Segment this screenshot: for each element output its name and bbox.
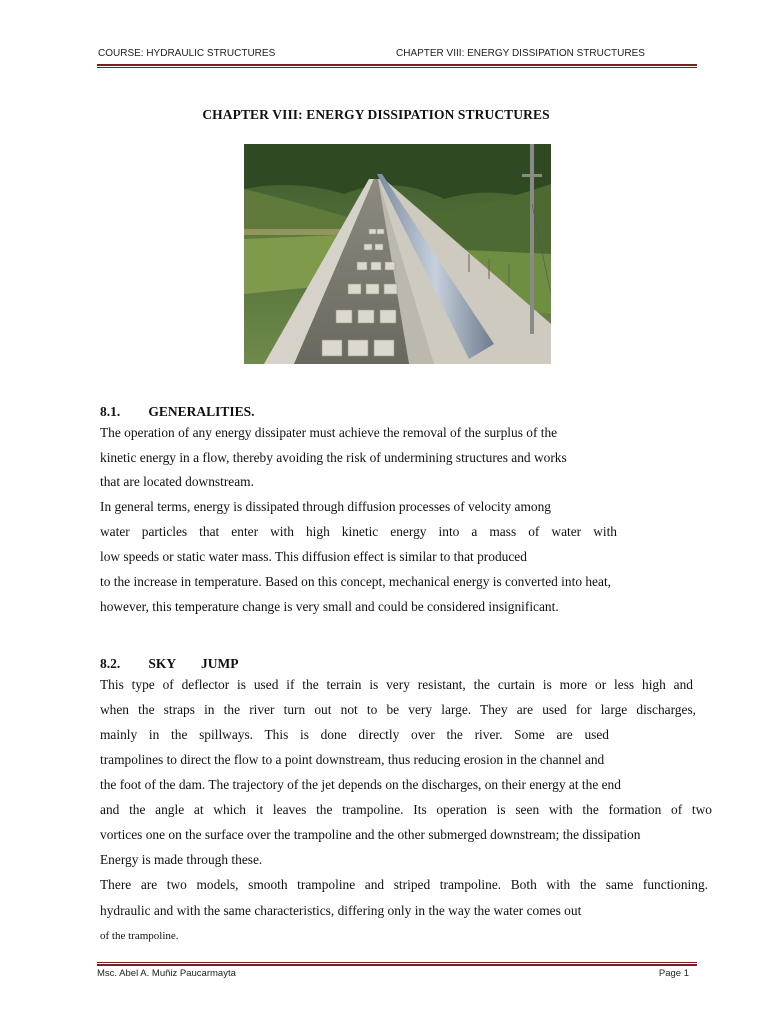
section-number: 8.1. xyxy=(100,404,121,419)
text-line: and the angle at which it leaves the trampoline. Its operation is seen with the formation of two xyxy=(100,802,712,817)
page-number: Page 1 xyxy=(658,968,689,979)
text-line: when the straps in the river turn out not to be very large. They are used for large discharges, xyxy=(100,702,696,717)
text-line: however, this temperature change is very small and could be considered insignificant. xyxy=(100,599,559,614)
header-rule xyxy=(97,64,697,68)
text-line: vortices one on the surface over the trampoline and the other submerged downstream; the dissipation xyxy=(100,827,641,842)
text-line: low speeds or static water mass. This diffusion effect is similar to that produced xyxy=(100,549,527,564)
section-title-word2: JUMP xyxy=(201,656,239,671)
stepped-channel-photo xyxy=(244,144,551,364)
text-line: mainly in the spillways. This is done directly over the river. Some are used xyxy=(100,727,609,742)
text-line: In general terms, energy is dissipated through diffusion processes of velocity among xyxy=(100,499,551,514)
section-title: GENERALITIES. xyxy=(148,404,255,419)
text-line: There are two models, smooth trampoline and striped trampoline. Both with the same functioning. xyxy=(100,877,708,892)
section-title-word1: SKY xyxy=(148,656,176,671)
text-line: trampolines to direct the flow to a point downstream, thus reducing erosion in the channel and xyxy=(100,752,605,767)
section-number: 8.2. xyxy=(100,656,121,671)
text-line: that are located downstream. xyxy=(100,474,254,489)
header-chapter: CHAPTER VIII: ENERGY DISSIPATION STRUCTURES xyxy=(396,48,645,59)
text-line: water particles that enter with high kinetic energy into a mass of water with xyxy=(100,524,617,539)
text-line: kinetic energy in a flow, thereby avoiding the risk of undermining structures and works xyxy=(100,450,567,465)
section-heading-8-1 xyxy=(100,404,255,420)
text-line: the foot of the dam. The trajectory of the jet depends on the discharges, on their energy at the end xyxy=(100,777,621,792)
text-line: This type of deflector is used if the terrain is very resistant, the curtain is more or less high and xyxy=(100,677,693,692)
footer-author: Msc. Abel A. Muñiz Paucarmayta xyxy=(97,968,236,979)
header-course: COURSE: HYDRAULIC STRUCTURES xyxy=(98,48,276,59)
text-line: Energy is made through these. xyxy=(100,852,263,867)
text-line: The operation of any energy dissipater must achieve the removal of the surplus of the xyxy=(100,425,558,440)
text-line: of the trampoline. xyxy=(100,930,179,942)
page-header xyxy=(97,48,697,62)
chapter-title: CHAPTER VIII: ENERGY DISSIPATION STRUCTURES xyxy=(202,107,550,122)
section-heading-8-2 xyxy=(100,656,239,672)
footer-rule xyxy=(97,961,697,966)
text-line: hydraulic and with the same characteristics, differing only in the way the water comes out xyxy=(100,903,582,918)
text-line: to the increase in temperature. Based on this concept, mechanical energy is converted into heat, xyxy=(100,574,612,589)
